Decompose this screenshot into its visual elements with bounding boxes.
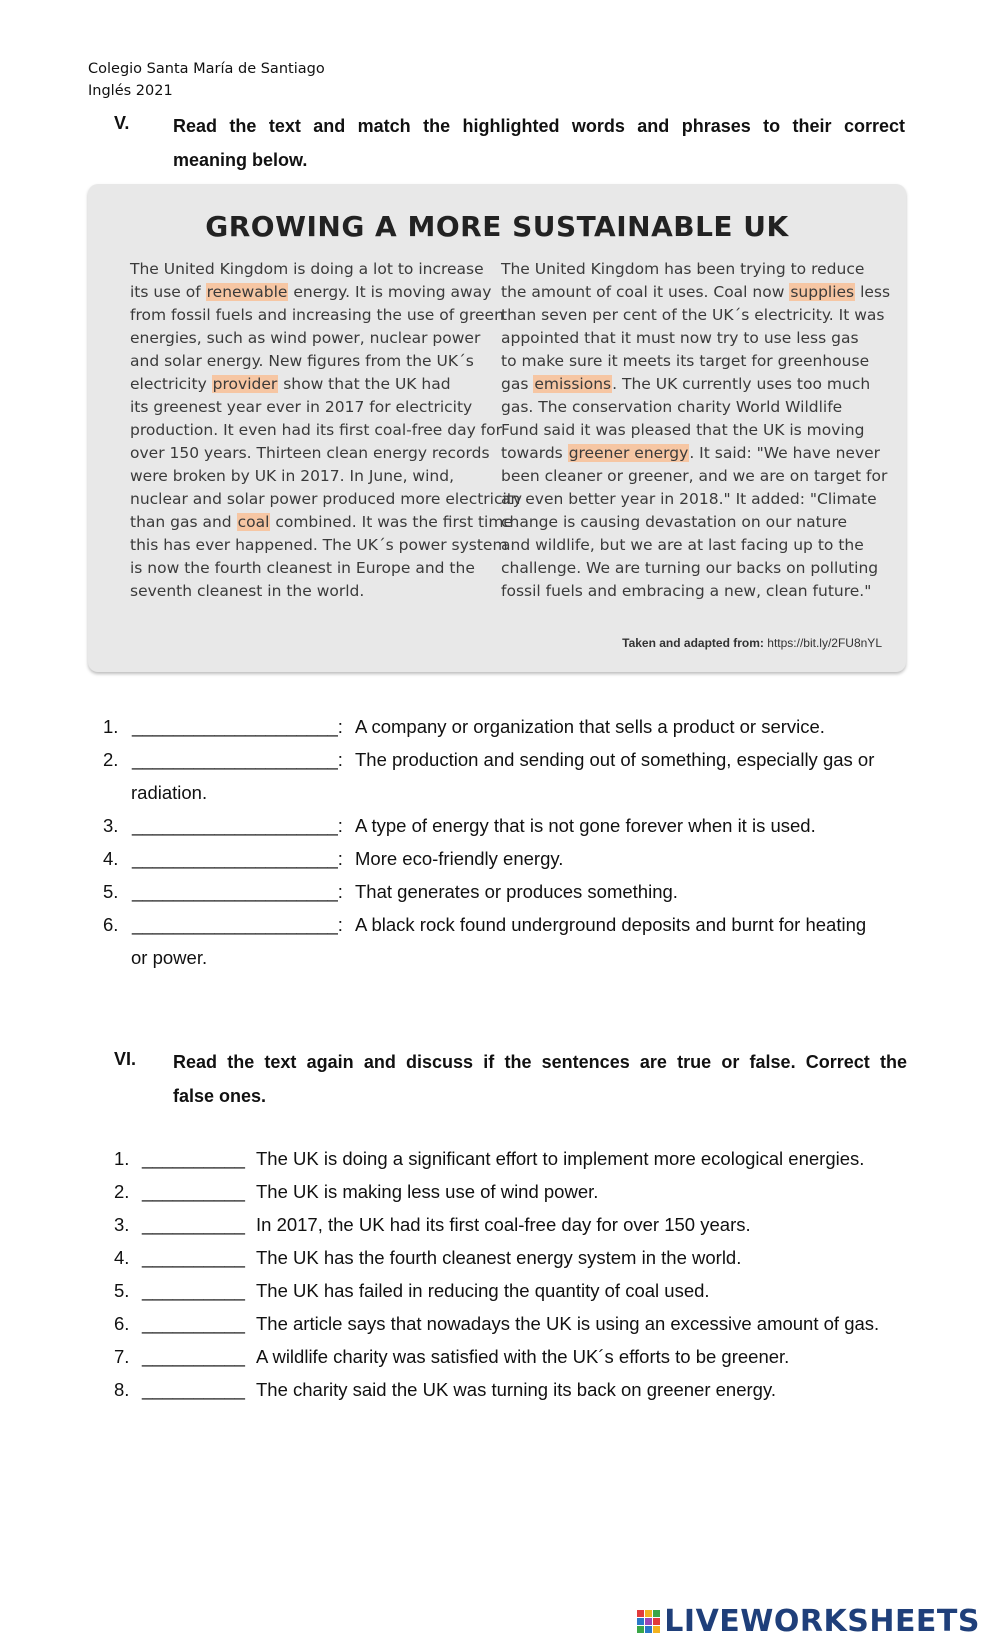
answer-blank[interactable]: __________ (142, 1280, 245, 1301)
text-line: than gas and coal combined. It was the first time (130, 513, 513, 531)
section-v-instructions (173, 109, 905, 177)
answer-blank[interactable]: __________ (142, 1214, 245, 1235)
section-vi-number: VI. (114, 1049, 137, 1069)
text-line: energies, such as wind power, nuclear power (130, 329, 481, 347)
answer-blank[interactable]: __________ (142, 1379, 245, 1400)
article-title: GROWING A MORE SUSTAINABLE UK (205, 210, 789, 243)
truefalse-item: 1. __________ The UK is doing a significant effort to implement more ecological energies. (0, 1142, 1000, 1176)
matching-item-continuation: or power. (131, 947, 208, 968)
text-line: Fund said it was pleased that the UK is moving (501, 421, 865, 439)
source-label: Taken and adapted from: (622, 636, 764, 650)
text-line: towards greener energy. It said: "We have never (501, 444, 881, 462)
text-line: to make sure it meets its target for greenhouse (501, 352, 870, 370)
matching-item-continuation: radiation. (131, 782, 208, 803)
school-header (88, 58, 325, 102)
section-vi-instructions (173, 1045, 907, 1113)
text-line: nuclear and solar power produced more electricity (130, 490, 523, 508)
text-line: from fossil fuels and increasing the use of green (130, 306, 504, 324)
text-line: and solar energy. New figures from the UK´s (130, 352, 474, 370)
liveworksheets-logo-icon (637, 1607, 661, 1631)
text-line: change is causing devastation on our nature (501, 513, 848, 531)
answer-blank[interactable]: ____________________: (132, 881, 343, 902)
text-line: than seven per cent of the UK´s electricity. It was (501, 306, 885, 324)
matching-item: 5. ____________________: That generates or produces something. (0, 875, 1000, 909)
text-line: were broken by UK in 2017. In June, wind, (130, 467, 455, 485)
text-line: the amount of coal it uses. Coal now supplies less (501, 283, 891, 301)
matching-item: 2. ____________________: The production and sending out of something, especially gas or (0, 743, 1000, 777)
text-line: its greenest year ever in 2017 for electricity (130, 398, 473, 416)
text-line: The United Kingdom has been trying to reduce (501, 260, 865, 278)
answer-blank[interactable]: ____________________: (132, 815, 343, 836)
text-line: appointed that it must now try to use less gas (501, 329, 859, 347)
text-line: this has ever happened. The UK´s power system (130, 536, 508, 554)
text-line: an even better year in 2018." It added: "Climate (501, 490, 877, 508)
text-line: is now the fourth cleanest in Europe and the (130, 559, 475, 577)
text-line: been cleaner or greener, and we are on target for (501, 467, 888, 485)
article-left-column (130, 258, 522, 603)
matching-item: 1. ____________________: A company or organization that sells a product or service. (0, 710, 1000, 744)
highlight-emissions: emissions (534, 375, 612, 393)
text-line: The United Kingdom is doing a lot to increase (130, 260, 484, 278)
text-line: its use of renewable energy. It is moving away (130, 283, 492, 301)
highlight-greener-energy: greener energy (568, 444, 689, 462)
liveworksheets-logo[interactable] (637, 1604, 980, 1639)
highlight-coal: coal (237, 513, 270, 531)
text-line: seventh cleanest in the world. (130, 582, 365, 600)
text-line: production. It even had its first coal-free day for (130, 421, 502, 439)
liveworksheets-logo-text: LIVEWORKSHEETS (664, 1604, 980, 1639)
answer-blank[interactable]: __________ (142, 1346, 245, 1367)
section-vi-line1: Read the text again and discuss if the sentences are true or false. Correct the (173, 1052, 907, 1072)
text-line: challenge. We are turning our backs on polluting (501, 559, 879, 577)
truefalse-item: 7. __________ A wildlife charity was satisfied with the UK´s efforts to be greener. (0, 1340, 1000, 1374)
text-line: gas. The conservation charity World Wildlife (501, 398, 843, 416)
answer-blank[interactable]: ____________________: (132, 716, 343, 737)
answer-blank[interactable]: ____________________: (132, 848, 343, 869)
truefalse-item: 3. __________ In 2017, the UK had its first coal-free day for over 150 years. (0, 1208, 1000, 1242)
highlight-provider: provider (212, 375, 278, 393)
matching-item: 6. ____________________: A black rock found underground deposits and burnt for heating (0, 908, 1000, 942)
school-name: Colegio Santa María de Santiago (88, 61, 325, 77)
section-v-line2: meaning below. (173, 150, 308, 170)
course-name: Inglés 2021 (88, 83, 173, 99)
text-line: electricity provider show that the UK had (130, 375, 451, 393)
text-line: fossil fuels and embracing a new, clean future." (501, 582, 872, 600)
section-v-number: V. (114, 113, 130, 133)
truefalse-item: 2. __________ The UK is making less use of wind power. (0, 1175, 1000, 1209)
truefalse-item: 5. __________ The UK has failed in reducing the quantity of coal used. (0, 1274, 1000, 1308)
answer-blank[interactable]: __________ (142, 1148, 245, 1169)
answer-blank[interactable]: ____________________: (132, 749, 343, 770)
answer-blank[interactable]: __________ (142, 1247, 245, 1268)
article-source (622, 636, 882, 650)
text-line: over 150 years. Thirteen clean energy records (130, 444, 490, 462)
answer-blank[interactable]: ____________________: (132, 914, 343, 935)
source-url: https://bit.ly/2FU8nYL (767, 636, 882, 650)
section-vi-line2: false ones. (173, 1086, 267, 1106)
answer-blank[interactable]: __________ (142, 1313, 245, 1334)
text-line: and wildlife, but we are at last facing up to the (501, 536, 864, 554)
section-v-line1: Read the text and match the highlighted words and phrases to their correct (173, 116, 905, 136)
matching-item: 3. ____________________: A type of energy that is not gone forever when it is used. (0, 809, 1000, 843)
article-box (88, 184, 906, 672)
truefalse-item: 4. __________ The UK has the fourth cleanest energy system in the world. (0, 1241, 1000, 1275)
matching-item: 4. ____________________: More eco-friendly energy. (0, 842, 1000, 876)
answer-blank[interactable]: __________ (142, 1181, 245, 1202)
article-right-column (501, 258, 890, 603)
truefalse-item: 6. __________ The article says that nowadays the UK is using an excessive amount of gas. (0, 1307, 1000, 1341)
text-line: gas emissions. The UK currently uses too much (501, 375, 871, 393)
highlight-renewable: renewable (206, 283, 288, 301)
truefalse-item: 8. __________ The charity said the UK was turning its back on greener energy. (0, 1373, 1000, 1407)
highlight-supplies: supplies (790, 283, 855, 301)
